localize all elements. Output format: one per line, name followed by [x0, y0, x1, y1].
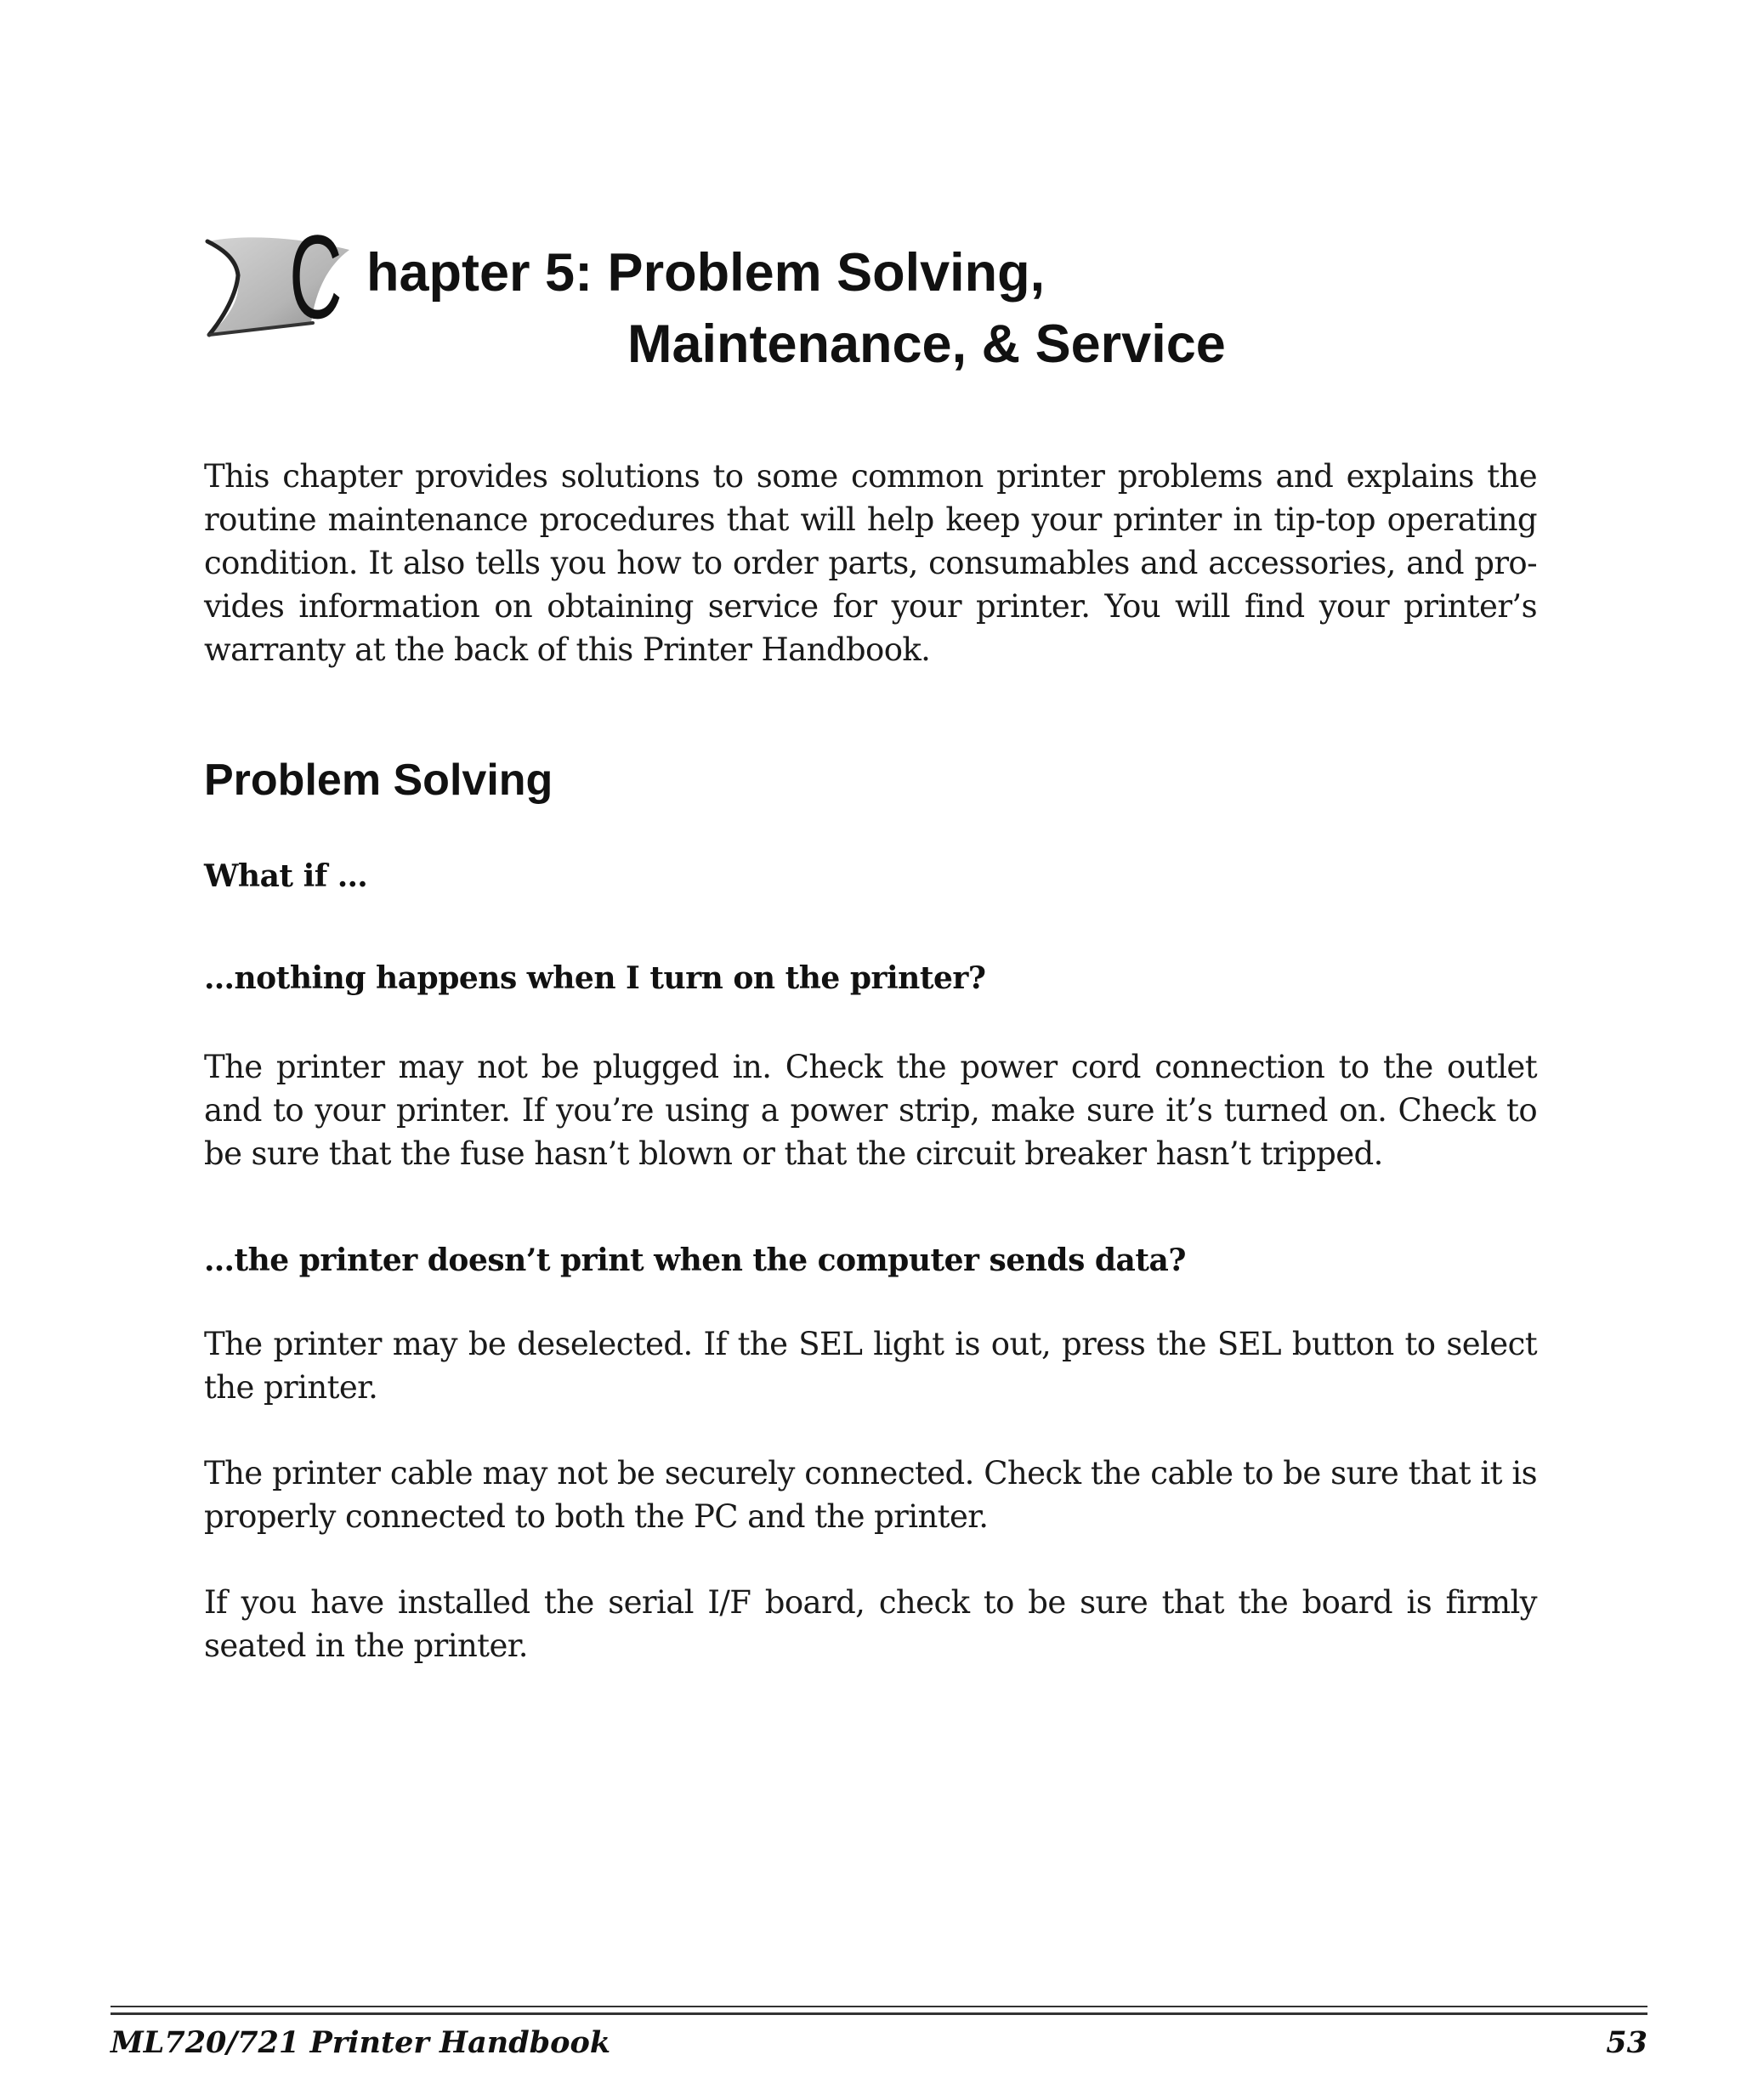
footer-rule [111, 2006, 1647, 2007]
answer-paragraph: The printer cable may not be securely connected. Check the cable to be sure that it is properly connected to both the PC and the printer. [204, 1455, 1537, 1535]
answer-paragraph: The printer may not be plugged in. Check the power cord connection to the outlet and to your printer. If you’re using a power strip, make sure it’s turned on. Check to be sure that the fuse hasn’t blown or that the circuit breaker hasn’t tripped. [204, 1049, 1537, 1172]
question-heading: …nothing happens when I turn on the printer? [204, 960, 986, 996]
chapter-title-line-2: Maintenance, & Service [627, 314, 1226, 374]
chapter-title-line-1: hapter 5: Problem Solving, [366, 243, 1046, 303]
chapter-heading [201, 210, 1391, 393]
answer-paragraph: The printer may be deselected. If the SEL light is out, press the SEL button to select the printer. [204, 1326, 1537, 1406]
footer-page-number: 53 [1606, 2025, 1647, 2060]
footer-book-title: ML720/721 Printer Handbook [111, 2025, 611, 2060]
question-heading: …the printer doesn’t print when the computer sends data? [204, 1242, 1186, 1278]
footer-rule [111, 2012, 1647, 2015]
answer-paragraph: If you have installed the serial I/F board, check to be sure that the board is firmly seated in the printer. [204, 1584, 1537, 1664]
what-if-heading: What if … [204, 858, 368, 894]
chapter-drop-initial: C [289, 210, 343, 343]
intro-paragraph: This chapter provides solutions to some common printer problems and explains the routine maintenance procedures that will help keep your printer in tip-top operating condition. It also tells you how to order parts, consumables and accessories, and pro-vides information on obtaining service for your printer. You will find your printer’s warranty at the back of this Printer Handbook. [204, 458, 1537, 668]
section-heading: Problem Solving [204, 756, 553, 805]
